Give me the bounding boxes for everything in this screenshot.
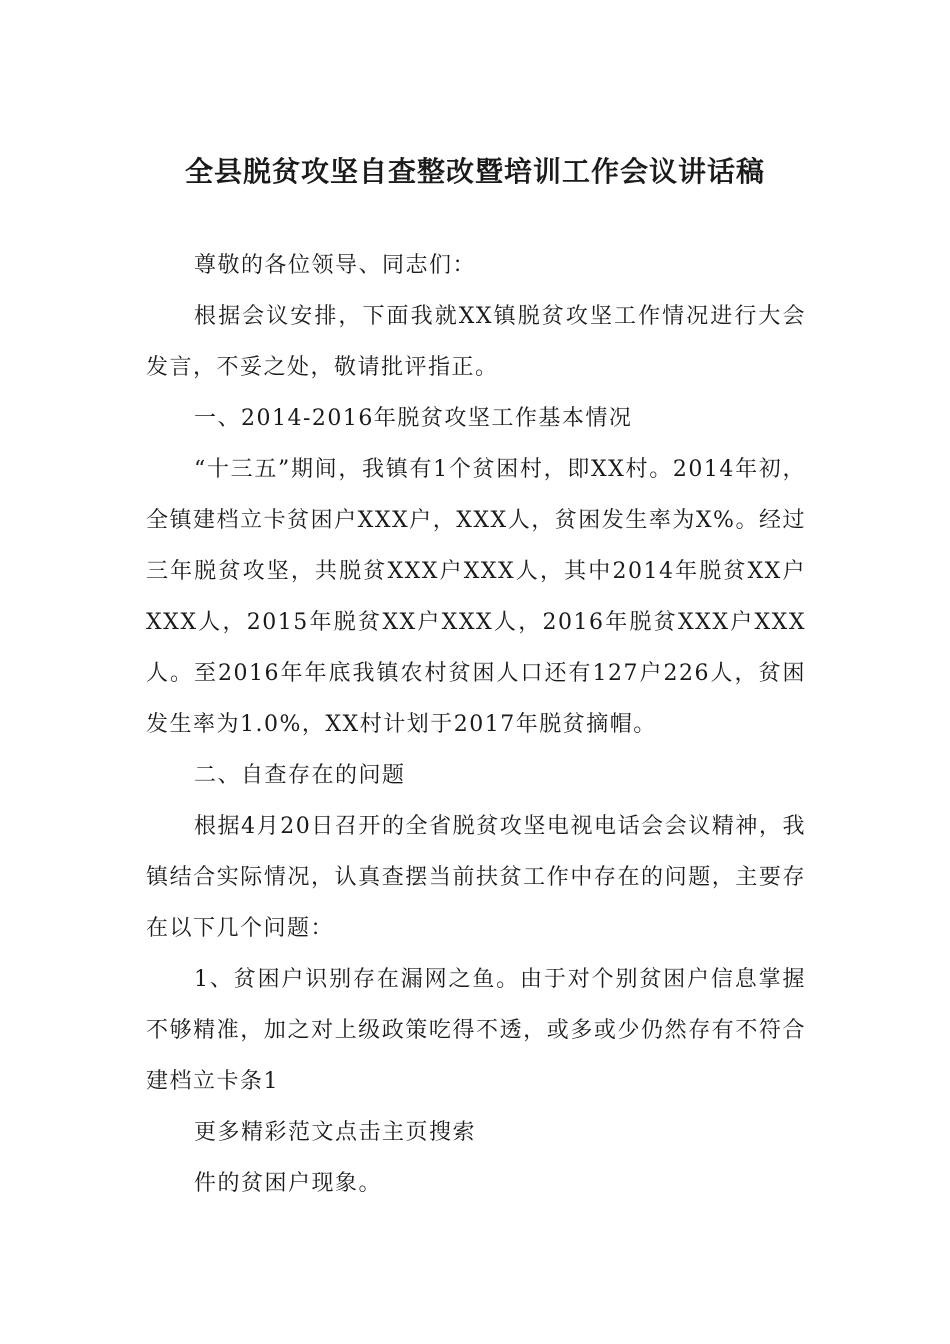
paragraph-more-link: 更多精彩范文点击主页搜索 — [194, 1120, 477, 1145]
paragraph-problems-intro: 根据4月20日召开的全省脱贫攻坚电视电话会会议精神，我镇结合实际情况，认真查摆当前扶贫工作中存在的问题，主要存在以下几个问题： — [146, 814, 806, 941]
section-heading-2: 二、自查存在的问题 — [194, 763, 406, 788]
document-body — [146, 240, 806, 1209]
paragraph-problem-1: 1、贫困户识别存在漏网之鱼。由于对个别贫困户信息掌握不够精准，加之对上级政策吃得不透，或多或少仍然存有不符合建档立卡条1 — [146, 967, 806, 1094]
paragraph-continuation: 件的贫困户现象。 — [194, 1171, 383, 1196]
paragraph-situation: “十三五”期间，我镇有1个贫困村，即XX村。2014年初，全镇建档立卡贫困户XXX户，XXX人，贫困发生率为X%。经过三年脱贫攻坚，共脱贫XXX户XXX人，其中2014年脱贫XX户XXX人，2015年脱贫XX户XXX人，2016年脱贫XXX户XXX人。至2016年年底我镇农村贫困人口还有127户226人，贫困发生率为1.0%，XX村计划于2017年脱贫摘帽。 — [146, 457, 806, 737]
section-heading-1: 一、2014-2016年脱贫攻坚工作基本情况 — [194, 406, 633, 431]
document-title: 全县脱贫攻坚自查整改暨培训工作会议讲话稿 — [184, 155, 765, 188]
paragraph-salutation: 尊敬的各位领导、同志们： — [194, 253, 477, 278]
paragraph-intro: 根据会议安排，下面我就XX镇脱贫攻坚工作情况进行大会发言，不妥之处，敬请批评指正。 — [146, 304, 806, 380]
